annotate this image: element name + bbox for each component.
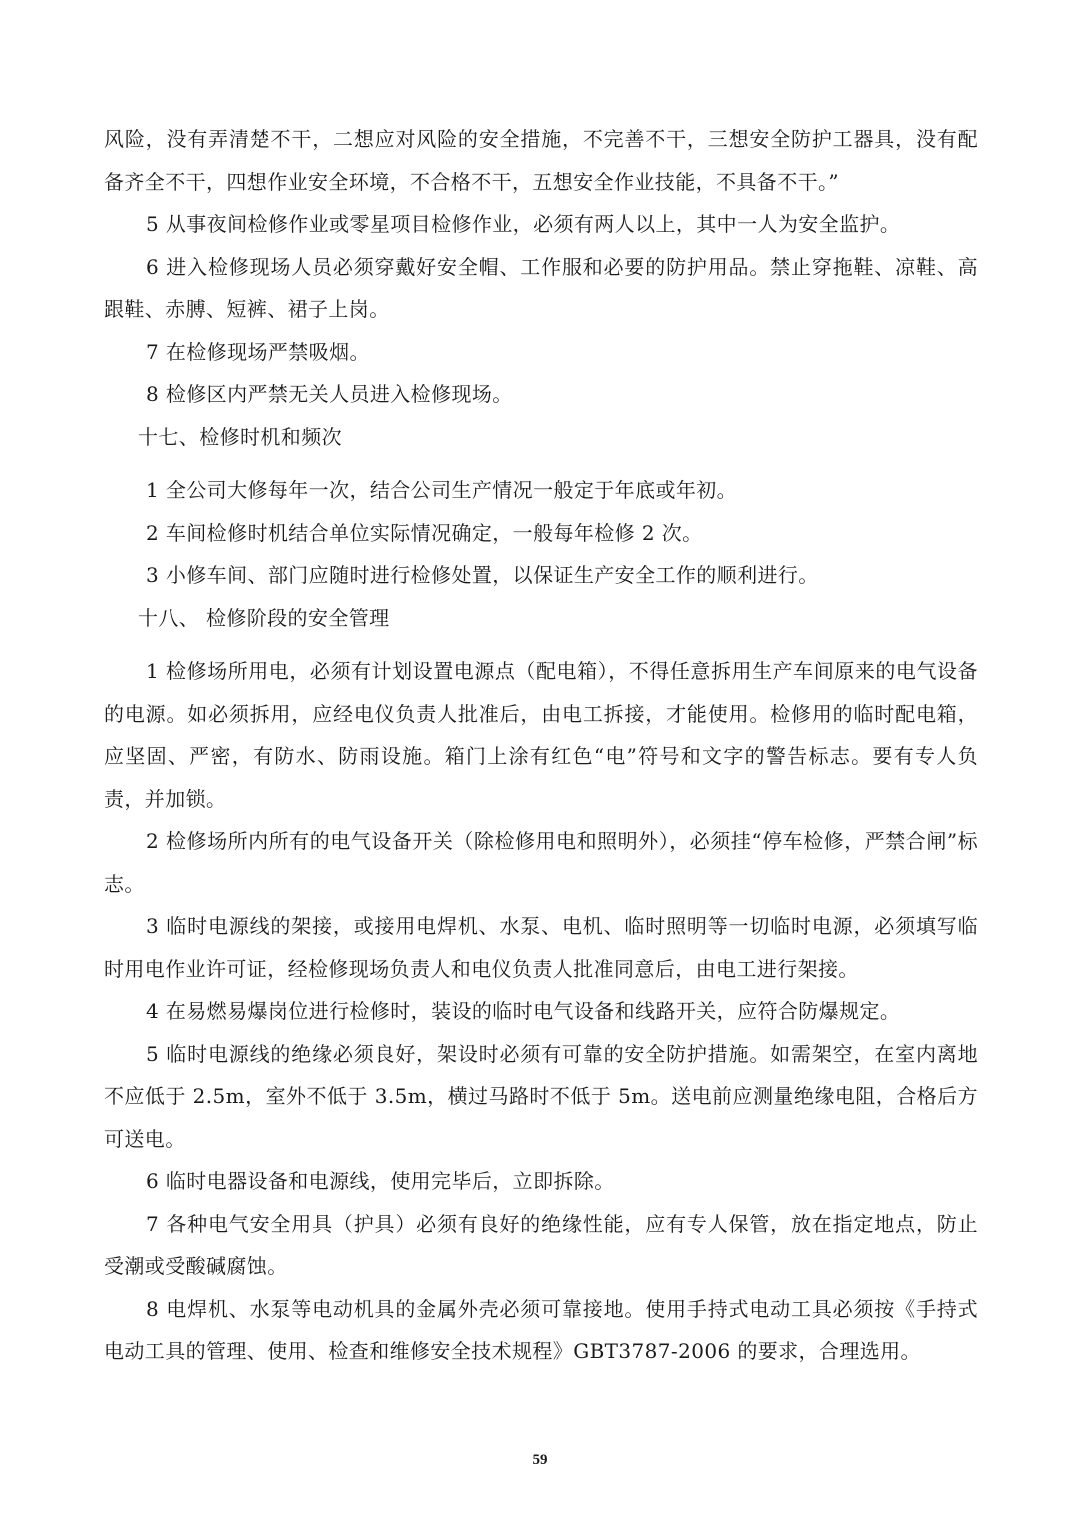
paragraph-18-item-3: 3 临时电源线的架接，或接用电焊机、水泵、电机、临时照明等一切临时电源，必须填写临时用电作业许可证，经检修现场负责人和电仪负责人批准同意后，由电工进行架接。	[104, 914, 978, 981]
paragraph-18-item-8: 8 电焊机、水泵等电动机具的金属外壳必须可靠接地。使用手持式电动工具必须按《手持式电动工具的管理、使用、检查和维修安全技术规程》GBT3787-2006 的要求，合理选用。	[104, 1296, 978, 1363]
paragraph-18-item-5: 5 临时电源线的绝缘必须良好，架设时必须有可靠的安全防护措施。如需架空，在室内离地不应低于 2.5m，室外不低于 3.5m，横过马路时不低于 5m。送电前应测量绝缘电阻，合格后方可送电。	[104, 1041, 978, 1151]
paragraph-item-8: 8 检修区内严禁无关人员进入检修现场。	[146, 382, 513, 406]
paragraph-18-item-2: 2 检修场所内所有的电气设备开关（除检修用电和照明外），必须挂“停车检修，严禁合闸”标志。	[104, 829, 978, 896]
document-body	[104, 118, 978, 1373]
page-number: 59	[532, 1452, 548, 1468]
paragraph-18-item-1: 1 检修场所用电，必须有计划设置电源点（配电箱），不得任意拆用生产车间原来的电气设备的电源。如必须拆用，应经电仪负责人批准后，由电工拆接，才能使用。检修用的临时配电箱，应坚固、严密，有防水、防雨设施。箱门上涂有红色“电”符号和文字的警告标志。要有专人负责，并加锁。	[104, 659, 978, 811]
section-heading-17: 十七、检修时机和频次	[138, 424, 342, 449]
paragraph-17-item-3: 3 小修车间、部门应随时进行检修处置，以保证生产安全工作的顺利进行。	[146, 563, 819, 587]
paragraph-item-6: 6 进入检修现场人员必须穿戴好安全帽、工作服和必要的防护用品。禁止穿拖鞋、凉鞋、高跟鞋、赤膊、短裤、裙子上岗。	[104, 254, 978, 321]
paragraph-18-item-7: 7 各种电气安全用具（护具）必须有良好的绝缘性能，应有专人保管，放在指定地点，防止受潮或受酸碱腐蚀。	[104, 1211, 978, 1278]
paragraph-item-7: 7 在检修现场严禁吸烟。	[146, 339, 370, 364]
paragraph-item-5: 5 从事夜间检修作业或零星项目检修作业，必须有两人以上，其中一人为安全监护。	[146, 212, 901, 236]
paragraph-18-item-4: 4 在易燃易爆岗位进行检修时，装设的临时电气设备和线路开关，应符合防爆规定。	[146, 999, 901, 1023]
paragraph-18-item-6: 6 临时电器设备和电源线，使用完毕后，立即拆除。	[146, 1169, 615, 1193]
paragraph-continuation: 风险，没有弄清楚不干，二想应对风险的安全措施，不完善不干，三想安全防护工器具，没有配备齐全不干，四想作业安全环境，不合格不干，五想安全作业技能，不具备不干。”	[104, 127, 978, 194]
paragraph-17-item-2: 2 车间检修时机结合单位实际情况确定，一般每年检修 2 次。	[146, 520, 703, 545]
paragraph-17-item-1: 1 全公司大修每年一次，结合公司生产情况一般定于年底或年初。	[146, 478, 738, 502]
section-heading-18: 十八、 检修阶段的安全管理	[138, 605, 390, 630]
